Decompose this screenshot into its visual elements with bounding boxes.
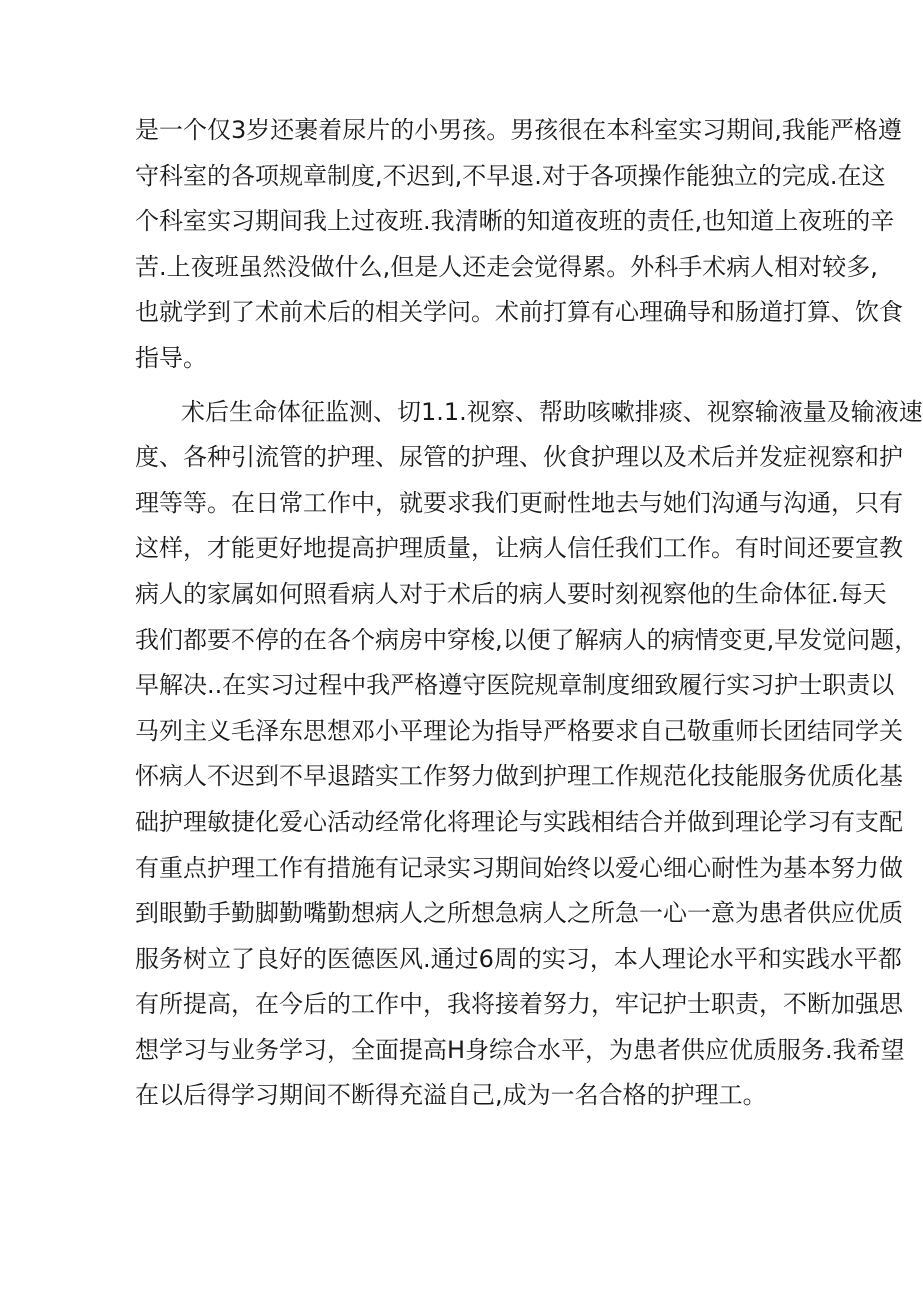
paragraph-gap (135, 382, 785, 390)
text-line: 础护理敏捷化爱心活动经常化将理论与实践相结合并做到理论学习有支配 (135, 807, 903, 836)
text-line: 我们都要不停的在各个病房中穿梭,以便了解病人的病情变更,早发觉问题， (135, 625, 919, 654)
text-line: 是一个仅3岁还裹着尿片的小男孩。男孩很在本科室实习期间,我能严格遵 (135, 116, 902, 144)
text-line: 在以后得学习期间不断得充溢自己,成为一名合格的护理工。 (135, 1081, 767, 1110)
text-line: 指导。 (135, 343, 207, 372)
text-line: 有重点护理工作有措施有记录实习期间始终以爱心细心耐性为基本努力做 (135, 853, 903, 882)
text-line: 早解决..在实习过程中我严格遵守医院规章制度细致履行实习护士职责以 (135, 671, 895, 700)
text-line: 想学习与业务学习，全面提高H身综合水平，为患者供应优质服务.我希望 (135, 1035, 905, 1064)
text-line: 理等等。在日常工作中，就要求我们更耐性地去与她们沟通与沟通，只有 (135, 488, 903, 517)
text-line: 苦.上夜班虽然没做什么,但是人还走会觉得累。外科手术病人相对较多, (135, 252, 878, 281)
text-line: 怀病人不迟到不早退踏实工作努力做到护理工作规范化技能服务优质化基 (135, 762, 903, 791)
text-line: 马列主义毛泽东思想邓小平理论为指导严格要求自己敬重师长团结同学关 (135, 716, 903, 745)
text-line: 服务树立了良好的医德医风.通过6周的实习，本人理论水平和实践水平都 (135, 944, 902, 973)
text-line: 个科室实习期间我上过夜班.我清晰的知道夜班的责任,也知道上夜班的辛 (135, 207, 895, 236)
paragraph-1 (135, 108, 903, 382)
text-line: 病人的家属如何照看病人对于术后的病人要时刻视察他的生命体征.每天 (135, 579, 887, 608)
paragraph-2 (135, 390, 923, 1120)
text-line: 度、各种引流管的护理、尿管的护理、伙食护理以及术后并发症视察和护 (135, 443, 903, 472)
text-line: 到眼勤手勤脚勤嘴勤想病人之所想急病人之所急一心一意为患者供应优质 (135, 899, 903, 928)
text-line: 有所提高，在今后的工作中，我将接着努力，牢记护士职责，不断加强思 (135, 990, 903, 1019)
document-body (135, 108, 923, 1119)
text-line: 守科室的各项规章制度,不迟到,不早退.对于各项操作能独立的完成.在这 (135, 161, 886, 190)
text-line: 这样，才能更好地提高护理质量，让病人信任我们工作。有时间还要宣教 (135, 534, 903, 563)
text-line: 也就学到了术前术后的相关学问。术前打算有心理确导和肠道打算、饮食 (135, 298, 903, 327)
text-line: 术后生命体征监测、切1.1.视察、帮助咳嗽排痰、视察输液量及输液速 (181, 397, 923, 426)
